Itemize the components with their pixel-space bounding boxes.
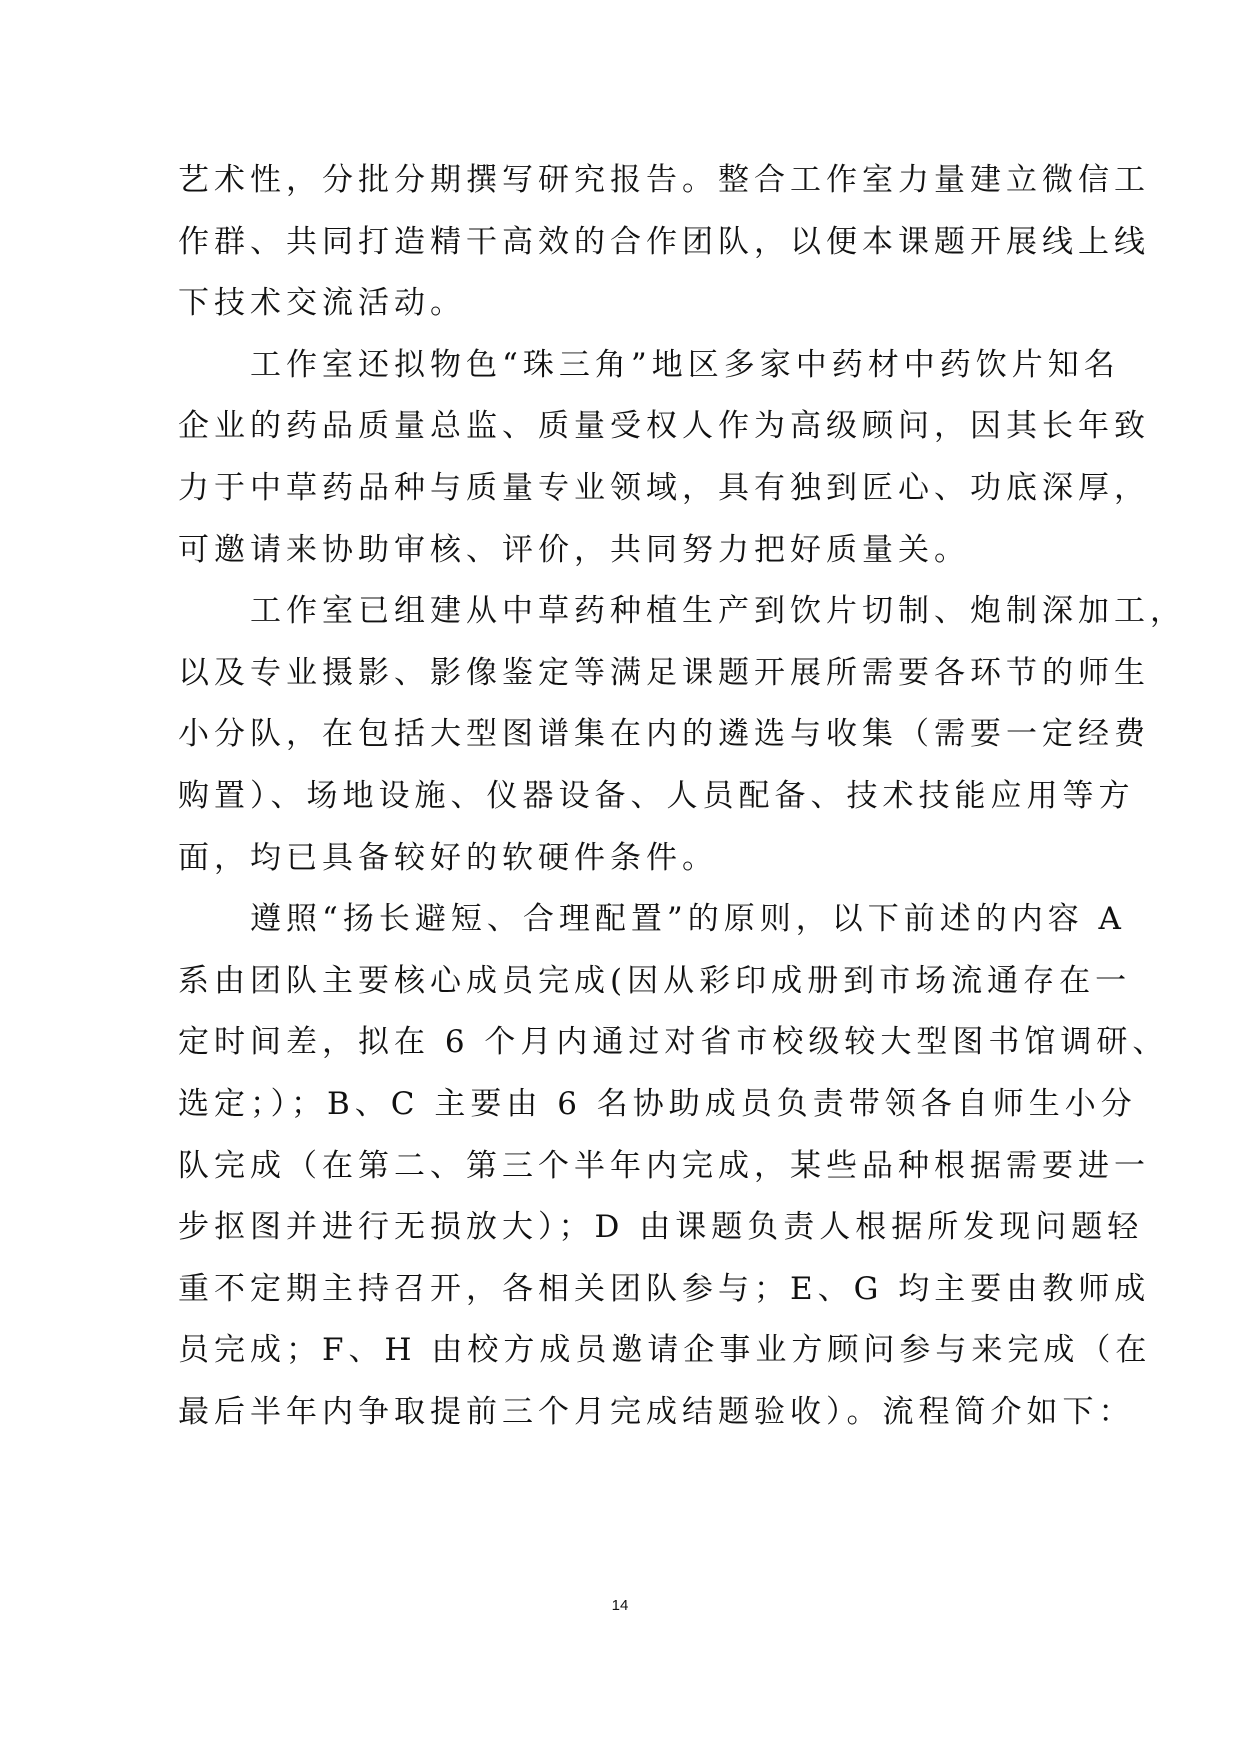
text-line: 下技术交流活动。 [178,285,466,322]
text-line: 定时间差，拟在 6 个月内通过对省市校级较大型图书馆调研、 [178,1024,1169,1061]
text-line: 遵照“扬长避短、合理配置”的原则，以下前述的内容 A [178,901,1126,938]
text-line: 力于中草药品种与质量专业领域，具有独到匠心、功底深厚， [178,469,1150,506]
text-line: 重不定期主持召开，各相关团队参与；E、G 均主要由教师成 [178,1270,1151,1307]
text-line: 可邀请来协助审核、评价，共同努力把好质量关。 [178,531,970,568]
text-line: 步抠图并进行无损放大）；D 由课题负责人根据所发现问题轻 [178,1209,1144,1246]
text-line: 选定；）；B、C 主要由 6 名协助成员负责带领各自师生小分 [178,1085,1137,1122]
text-line: 购置）、场地设施、仪器设备、人员配备、技术技能应用等方 [178,777,1135,814]
text-line: 企业的药品质量总监、质量受权人作为高级顾问，因其长年致 [178,408,1150,445]
text-line: 艺术性，分批分期撰写研究报告。整合工作室力量建立微信工 [178,162,1150,198]
text-line: 系由团队主要核心成员完成(因从彩印成册到市场流通存在一 [178,962,1132,999]
text-line: 工作室还拟物色“珠三角”地区多家中药材中药饮片知名 [178,346,1120,383]
text-line: 以及专业摄影、影像鉴定等满足课题开展所需要各环节的师生 [178,654,1150,691]
text-line: 工作室已组建从中草药种植生产到饮片切制、炮制深加工， [178,593,1186,630]
text-line: 队完成（在第二、第三个半年内完成，某些品种根据需要进一 [178,1147,1150,1184]
page-number: 14 [611,1597,629,1614]
text-line: 作群、共同打造精干高效的合作团队，以便本课题开展线上线 [178,223,1150,260]
text-line: 最后半年内争取提前三个月完成结题验收）。流程简介如下： [178,1393,1135,1430]
text-line: 小分队，在包括大型图谱集在内的遴选与收集（需要一定经费 [178,716,1150,753]
body-text [178,150,1186,1443]
text-line: 面，均已具备较好的软硬件条件。 [178,839,718,876]
text-line: 员完成；F、H 由校方成员邀请企事业方顾问参与来完成（在 [178,1332,1152,1369]
